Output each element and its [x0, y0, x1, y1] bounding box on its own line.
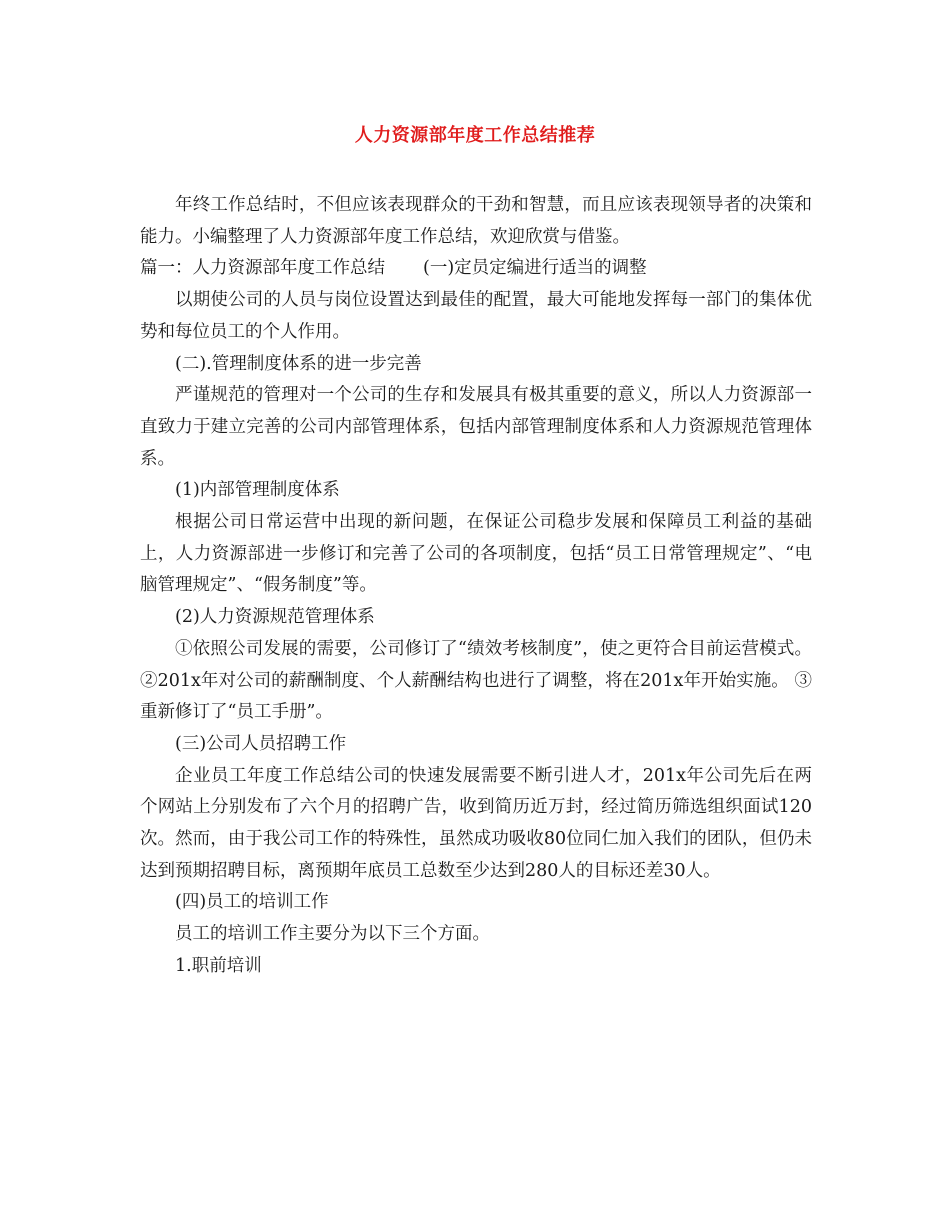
paragraph-management: 严谨规范的管理对一个公司的生存和发展具有极其重要的意义，所以人力资源部一直致力于建立完善的公司内部管理体系，包括内部管理制度体系和人力资源规范管理体系。	[140, 385, 812, 469]
paragraph-heading-internal: (1)内部管理制度体系	[175, 480, 340, 501]
paragraph-pre-job-training: 1.职前培训	[175, 955, 262, 976]
paragraph-hr-items: ①依照公司发展的需要，公司修订了“绩效考核制度”，使之更符合目前运营模式。 ②201x年对公司的薪酬制度、个人薪酬结构也进行了调整，将在201x年开始实施。 ③重新修订了“员工手册”。	[140, 638, 812, 723]
paragraph-heading-2: (二).管理制度体系的进一步完善	[175, 353, 422, 374]
paragraph-regulations: 根据公司日常运营中出现的新问题，在保证公司稳步发展和保障员工利益的基础上，人力资源部进一步修订和完善了公司的各项制度，包括“员工日常管理规定”、“电脑管理规定”、“假务制度”等。	[140, 512, 812, 596]
document-title: 人力资源部年度工作总结推荐	[354, 125, 596, 146]
paragraph-heading-recruitment: (三)公司人员招聘工作	[175, 733, 347, 754]
paragraph-training: 员工的培训工作主要分为以下三个方面。	[175, 924, 490, 945]
chapter-heading: 篇一：人力资源部年度工作总结	[140, 258, 385, 279]
paragraph-staffing: 以期使公司的人员与岗位设置达到最佳的配置，最大可能地发挥每一部门的集体优势和每位员工的个人作用。	[140, 290, 812, 342]
paragraph-intro: 年终工作总结时，不但应该表现群众的干劲和智慧，而且应该表现领导者的决策和能力。小编整理了人力资源部年度工作总结，欢迎欣赏与借鉴。	[140, 195, 812, 247]
paragraph-heading-training: (四)员工的培训工作	[175, 892, 329, 913]
document-body	[140, 190, 812, 983]
paragraph-heading-hr-system: (2)人力资源规范管理体系	[175, 607, 375, 628]
subsection-heading: (一)定员定编进行适当的调整	[423, 258, 647, 279]
paragraph-recruitment: 企业员工年度工作总结公司的快速发展需要不断引进人才，201x年公司先后在两个网站上分别发布了六个月的招聘广告，收到简历近万封，经过简历筛选组织面试120次。然而，由于我公司工作的特殊性，虽然成功吸收80位同仁加入我们的团队，但仍未达到预期招聘目标，离预期年底员工总数至少达到280人的目标还差30人。	[140, 765, 812, 881]
paragraph-section-heading	[140, 253, 812, 285]
